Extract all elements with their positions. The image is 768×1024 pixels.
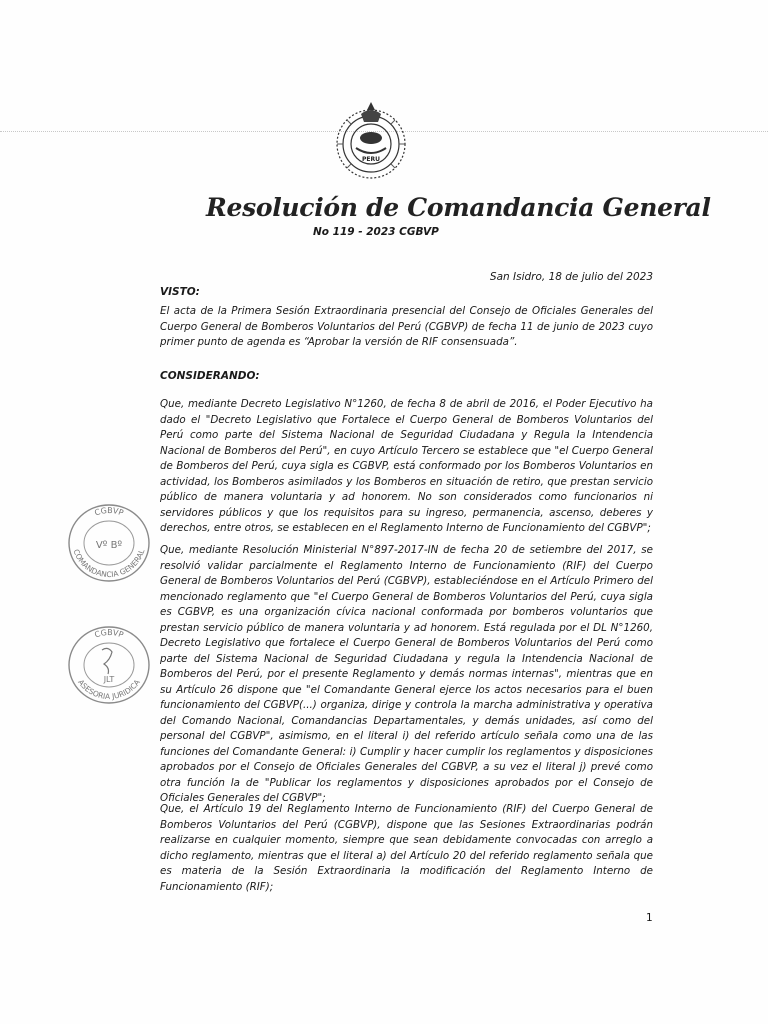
stamp1-bottom-text: COMANDANCIA GENERAL xyxy=(71,547,147,580)
stamp1-center-text: Vº Bº xyxy=(95,540,123,551)
comandancia-general-stamp xyxy=(62,500,156,586)
visto-paragraph: El acta de la Primera Sesión Extraordinaria presencial del Consejo de Oficiales Generales del Cuerpo General de Bomberos Voluntarios del Perú (CGBVP) de fecha 11 de junio de 2023 cuyo primer punto de agenda es “Aprobar la versión de RIF consensuada”. xyxy=(160,305,653,348)
paragraph-3: Que, el Artículo 19 del Reglamento Interno de Funcionamiento (RIF) del Cuerpo General de Bomberos Voluntarios del Perú (CGBVP), dispone que las Sesiones Extraordinarias podrán realizarse en cualquier momento, siempre que sean debidamente convocadas con arreglo a dicho reglamento, mientras que el literal a) del Artículo 20 del referido reglamento señala que es materia de la Sesión Extraordinaria la modificación del Reglamento Interno de Funcionamiento (RIF); xyxy=(160,803,653,893)
paragraph-1: Que, mediante Decreto Legislativo N°1260, de fecha 8 de abril de 2016, el Poder Ejecutivo ha dado el "Decreto Legislativo que Fortalece el Cuerpo General de Bomberos Voluntarios del Perú como parte del Sistema Nacional de Seguridad Ciudadana y Regula la Intendencia Nacional de Bomberos del Perú", en cuyo Artículo Tercero se establece que "el Cuerpo General de Bomberos del Perú, cuya sigla es CGBVP, está conformado por los Bomberos Voluntarios en actividad, los Bomberos asimilados y los Bomberos en situación de retiro, que prestan servicio público de manera voluntaria y ad honorem. No son considerados como funcionarios ni servidores públicos y que los requisitos para su ingreso, permanencia, ascenso, deberes y derechos, entre otros, se establecen en el Reglamento Interno de Funcionamiento del CGBVP"; xyxy=(160,398,653,534)
page-number: 1 xyxy=(646,912,653,924)
stamp2-bottom-text: ASESORIA JURIDICA xyxy=(76,677,142,702)
document-title: Resolución de Comandancia General xyxy=(206,193,711,222)
seal-label: PERU xyxy=(362,156,380,163)
stamp2-top-text: CGBVP xyxy=(93,627,125,640)
svg-text:CGBVP xyxy=(93,506,124,518)
stamp2-signature xyxy=(102,648,112,674)
svg-text:COMANDANCIA GENERAL xyxy=(72,547,147,579)
considerando-heading: CONSIDERANDO: xyxy=(160,370,260,382)
date-line: San Isidro, 18 de julio del 2023 xyxy=(489,271,653,283)
asesoria-juridica-stamp xyxy=(62,622,156,708)
visto-heading: VISTO: xyxy=(160,286,200,298)
svg-text:CGBVP xyxy=(93,628,124,640)
stamp2-center-text: JLT xyxy=(103,675,115,684)
resolution-number: No 119 - 2023 CGBVP xyxy=(313,226,439,238)
cgbvp-seal-emblem xyxy=(332,98,410,188)
stamp1-top-text: CGBVP xyxy=(93,505,125,518)
paragraph-2: Que, mediante Resolución Ministerial N°897-2017-IN de fecha 20 de setiembre del 2017, se resolvió validar parcialmente el Reglamento Interno de Funcionamiento (RIF) del Cuerpo General de Bomberos Voluntarios del Perú (CGBVP), estableciéndose en el Artículo Primero del mencionado reglamento que "el Cuerpo General de Bomberos Voluntarios del Perú, cuya sigla es CGBVP, es una organización cívica nacional conformada por bomberos voluntarios que prestan servicio público de manera voluntaria y ad honorem. Está regulada por el DL N°1260, Decreto Legislativo que fortalece el Cuerpo General de Bomberos Voluntarios del Perú como parte del Sistema Nacional de Seguridad Ciudadana y regula la Intendencia Nacional de Bomberos del Perú, por el presente Reglamento y demás normas internas", mientras que en su Artículo 26 dispone que "el Comandante General ejerce los actos necesarios para el buen funcionamiento del CGBVP(...) organiza, dirige y controla la marcha administrativa y operativa del Comando Nacional, Comandancias Departamentales, y demás unidades, así como del personal del CGBVP", asimismo, en el literal i) del referido artículo señala como una de las funciones del Comandante General: i) Cumplir y hacer cumplir los reglamentos y disposiciones aprobados por el Consejo de Oficiales Generales del CGBVP, a su vez el literal j) prevé como otra función la de "Publicar los reglamentos y disposiciones aprobados por el Consejo de Oficiales Generales del CGBVP"; xyxy=(160,544,653,804)
